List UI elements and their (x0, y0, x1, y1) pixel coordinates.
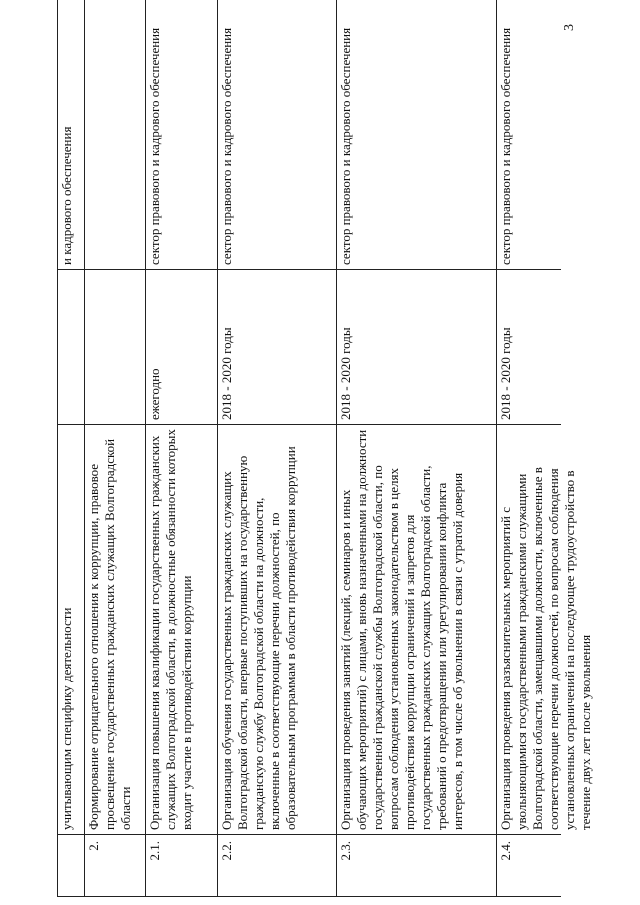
activity-cell: Организация проведения занятий (лекций, семинаров и иных обучающих мероприятий) с лицами, вновь назначенными на должности государственной гражданской службы Волгоградской области, по вопросам соблюдения установленных законодательством в целях противодействия коррупции ограничений и запретов для государственных гражданских служащих Волгоградской области, требований о предотвращении или урегулировании конфликта интересов, в том числе об увольнении в связи с утратой доверия (337, 425, 496, 835)
rotated-page (0, 10, 640, 905)
activity-cell: Организация обучения государственных гражданских служащих Волгоградской области, впервые поступивших на государственную гражданскую службу Волгоградской области на должности, включенные в соответствующие перечни должностей, по образовательным программам в области противодействия коррупции (218, 425, 336, 835)
table-row (497, 0, 593, 897)
number-cell: 2.3. (337, 835, 496, 897)
responsible-cell: сектор правового и кадрового обеспечения (146, 0, 217, 270)
table-row (218, 0, 337, 897)
table-row (337, 0, 497, 897)
responsible-cell (85, 0, 145, 270)
responsible-cell: сектор правового и кадрового обеспечения (497, 0, 561, 270)
term-cell: ежегодно (146, 270, 217, 425)
term-cell (85, 270, 145, 425)
activity-cell: Формирование отрицательного отношения к коррупции, правовое просвещение государственных гражданских служащих Волгоградской области (85, 425, 145, 835)
number-cell: 2.2. (218, 835, 336, 897)
number-cell (58, 835, 84, 897)
page-number: 3 (562, 24, 577, 31)
term-cell: 2018 - 2020 годы (218, 270, 336, 425)
table-row (146, 0, 218, 897)
term-cell: 2018 - 2020 годы (497, 270, 561, 425)
responsible-cell: сектор правового и кадрового обеспечения (337, 0, 496, 270)
number-cell: 2.4. (497, 835, 561, 897)
term-cell: 2018 - 2020 годы (337, 270, 496, 425)
plan-table (57, 0, 593, 897)
number-cell: 2. (85, 835, 145, 897)
responsible-cell: и кадрового обеспечения (58, 0, 84, 270)
activity-cell: Организация проведения разъяснительных мероприятий с увольняющимися государственными гражданскими служащими Волгоградской области, замещавшими должности, включенные в соответствующие перечни должностей, по вопросам соблюдения установленных ограничений на последующее трудоустройство в течение двух лет после увольнения (497, 425, 561, 835)
activity-cell: учитывающим специфику деятельности (58, 425, 84, 835)
number-cell: 2.1. (146, 835, 217, 897)
responsible-cell: сектор правового и кадрового обеспечения (218, 0, 336, 270)
table-row (57, 0, 85, 897)
table-row (85, 0, 146, 897)
term-cell (58, 270, 84, 425)
activity-cell: Организация повышения квалификации государственных гражданских служащих Волгоградской области, в должностные обязанности которых входит участие в противодействии коррупции (146, 425, 217, 835)
